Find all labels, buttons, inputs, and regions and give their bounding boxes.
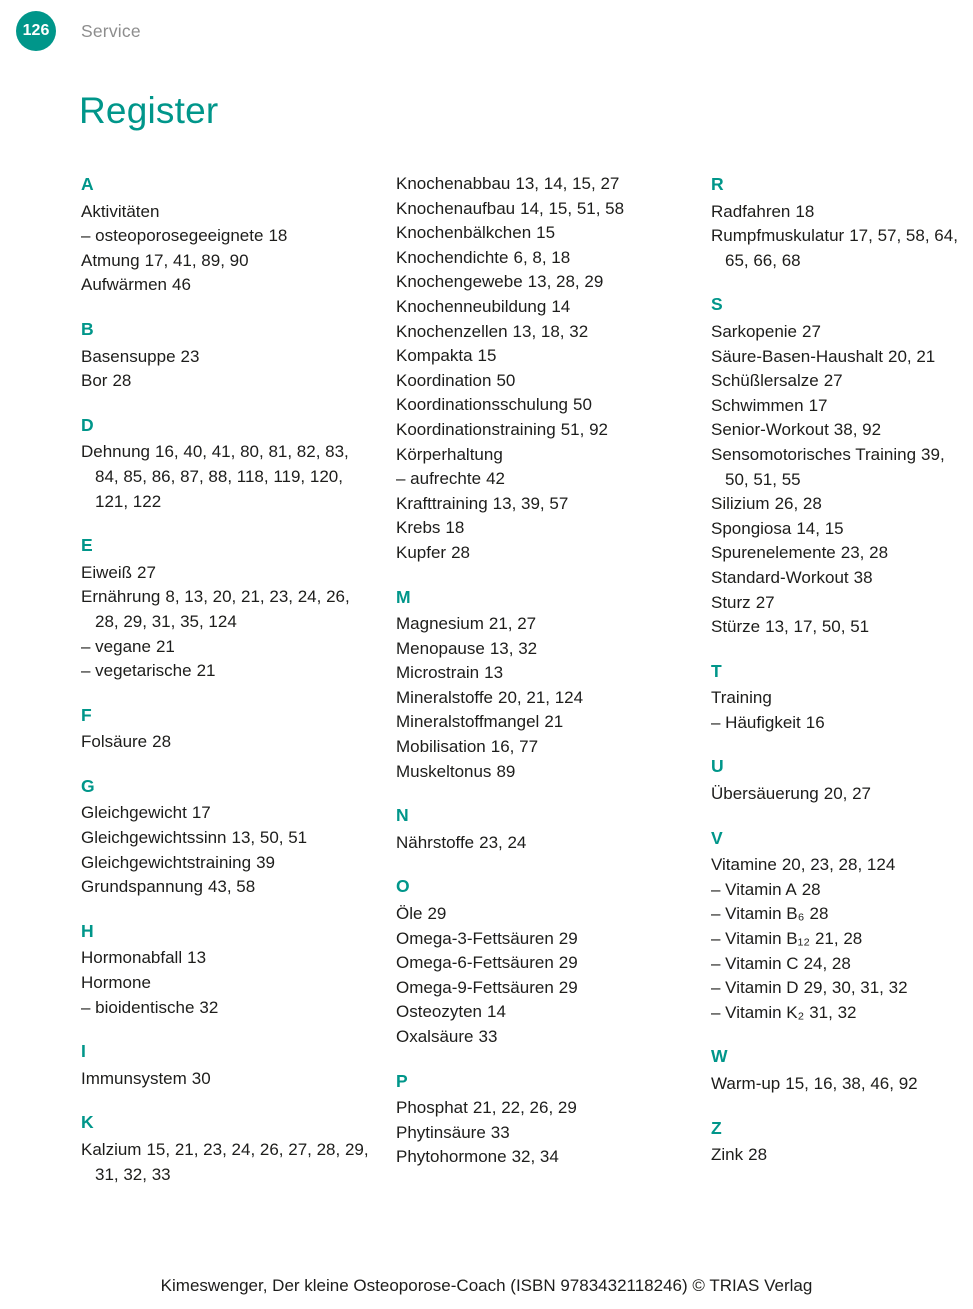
index-entry [81,826,377,851]
index-entry [81,851,377,876]
page-title: Register [79,90,219,131]
entry-term: Silizium [711,494,770,514]
entry-term: Phytinsäure [396,1122,486,1142]
entry-pages: 26, 28 [774,494,822,514]
entry-term: Gleichgewichtstraining [81,852,252,872]
entry-term: Immunsystem [81,1068,187,1088]
entry-term: Bor [81,371,108,391]
index-entry [396,637,692,662]
entry-pages: 28 [152,732,172,752]
letter-heading: M [396,586,411,607]
entry-term: – Vitamin B₆ [711,904,805,924]
index-block [396,1069,692,1170]
index-entry [396,172,692,197]
index-block [711,659,969,736]
entry-pages: 13, 39, 57 [492,493,569,513]
entry-pages: 50 [573,395,592,415]
entry-pages: 15 [477,346,497,366]
index-block [81,317,377,394]
letter-heading: E [81,535,93,556]
entry-pages: 6, 8, 18 [513,247,571,267]
entry-pages: 20, 21 [887,346,936,366]
entry-pages: 24, 28 [803,953,851,973]
index-entry [711,686,969,711]
entry-pages: 28 [112,371,132,391]
index-entry [711,782,969,807]
entry-term: Aktivitäten [81,201,160,221]
entry-term: Standard-Workout [711,567,849,587]
index-block [81,172,377,298]
entry-pages: 14, 15, 51, 58 [520,198,625,218]
index-entry [81,730,377,755]
entry-term: Magnesium [396,614,484,634]
index-entry [81,224,377,249]
entry-term: – Vitamin B₁₂ [711,929,810,949]
index-block [81,533,377,684]
letter-heading: O [396,876,410,897]
index-entry [711,541,969,566]
index-block [711,172,969,273]
index-entry [396,418,692,443]
entry-term: Übersäuerung [711,784,819,804]
index-column-2 [396,172,692,1189]
entry-term: Koordination [396,370,492,390]
imprint: Kimeswenger, Der kleine Osteoporose-Coach (ISBN 9783432118246) © TRIAS Verlag [160,1276,813,1295]
index-block [711,826,969,1026]
entry-term: Körperhaltung [396,444,503,464]
entry-term: Sarkopenie [711,321,798,341]
entry-term: Krafttraining [396,493,488,513]
letter-heading: Z [711,1117,722,1138]
entry-term: Folsäure [81,732,148,752]
entry-term: Sensomotorisches Training [711,444,917,464]
entry-term: Muskeltonus [396,761,492,781]
entry-term: Hormonabfall [81,948,183,968]
index-entry [711,853,969,878]
entry-pages: 32, 34 [511,1147,559,1167]
entry-pages: 43, 58 [207,877,256,897]
entry-pages: 23 [180,346,200,366]
entry-pages: 18 [268,226,288,246]
entry-pages: 28 [809,904,829,924]
index-entry [396,1025,692,1050]
entry-pages: 18 [795,201,815,221]
entry-term: Radfahren [711,201,791,221]
index-block [711,1116,969,1168]
index-block [396,874,692,1049]
index-entry [81,875,377,900]
entry-term: Knochenzellen [396,321,508,341]
entry-pages: 27 [755,592,775,612]
entry-term: Knochenbälkchen [396,223,532,243]
index-entry [396,1121,692,1146]
entry-pages: 27 [137,562,156,582]
entry-term: Mineralstoffmangel [396,712,540,732]
entry-term: Eiweiß [81,562,133,582]
entry-pages: 14 [551,296,571,316]
entry-term: Zink [711,1145,744,1165]
entry-pages: 16, 77 [490,737,539,757]
index-entry [396,320,692,345]
entry-pages: 13 [484,663,504,683]
entry-term: – vegane [81,636,151,656]
index-entry [396,976,692,1001]
index-entry [396,760,692,785]
index-entry [396,735,692,760]
index-entry [81,635,377,660]
index-entry [396,710,692,735]
entry-term: Ernährung [81,587,161,607]
entry-term: Knochendichte [396,247,509,267]
index-entry [711,345,969,370]
entry-pages: 27 [802,321,821,341]
entry-term: Koordinationstraining [396,419,556,439]
index-entry [396,902,692,927]
entry-term: Spongiosa [711,518,792,538]
entry-pages: 15, 16, 38, 46, 92 [785,1074,918,1093]
entry-pages: 21, 27 [488,614,537,634]
entry-pages: 16, 40, 41, 80, 81, 82, 83, 84, 85, 86, 87, 88, 118, 119, 120, 121, 122 [95,442,349,511]
entry-pages: 50 [496,370,516,390]
entry-term: Säure-Basen-Haushalt [711,346,883,366]
entry-term: – Vitamin D [711,978,799,998]
entry-pages: 13, 28, 29 [527,272,604,292]
page-number-badge [16,11,56,51]
index-entry [711,369,969,394]
entry-pages: 42 [486,469,505,489]
index-entry [711,320,969,345]
entry-term: Dehnung [81,442,151,462]
index-entry [396,369,692,394]
index-block [396,803,692,855]
entry-term: Gleichgewicht [81,803,187,823]
entry-pages: 27 [823,371,843,391]
letter-heading: T [711,660,722,681]
entry-pages: 38 [853,567,873,587]
entry-term: – Vitamin K₂ [711,1002,805,1022]
entry-pages: 39 [256,852,276,872]
entry-pages: 29 [427,904,447,924]
entry-pages: 14 [487,1002,506,1022]
index-entry [711,1143,969,1168]
entry-term: Atmung [81,250,140,270]
index-block [81,774,377,900]
index-entry [396,541,692,566]
entry-pages: 51, 92 [560,419,608,439]
index-entry [396,492,692,517]
entry-pages: 29 [558,928,578,948]
entry-pages: 33 [490,1122,510,1142]
index-entry [396,246,692,271]
index-block [81,1039,377,1091]
index-entry [711,566,969,591]
index-block [711,1044,969,1096]
index-entry [396,661,692,686]
entry-pages: 89 [496,761,516,781]
index-entry [711,517,969,542]
entry-term: Kalzium [81,1140,142,1159]
letter-heading: G [81,775,95,796]
letter-heading: F [81,704,92,725]
entry-term: Sturz [711,592,751,612]
letter-heading: W [711,1046,728,1067]
entry-pages: 20, 21, 124 [498,687,584,707]
index-entry [81,369,377,394]
index-entry [81,585,377,634]
index-entry [81,801,377,826]
entry-pages: 14, 15 [796,518,844,538]
entry-term: – bioidentische [81,997,195,1017]
entry-pages: 13 [187,948,207,968]
entry-term: Oxalsäure [396,1027,474,1046]
entry-pages: 39, 50, 51, 55 [725,444,945,489]
index-entry [396,1145,692,1170]
index-entry [81,1067,377,1092]
index-entry [81,345,377,370]
index-entry [396,831,692,856]
entry-term: Phosphat [396,1098,468,1118]
entry-pages: 13, 32 [489,638,538,658]
index-entry [81,273,377,298]
entry-pages: 29 [558,953,578,973]
letter-heading: I [81,1041,86,1062]
entry-pages: 13, 14, 15, 27 [515,174,620,193]
entry-pages: 21, 28 [814,929,863,949]
index-entry [396,221,692,246]
index-columns [81,172,969,1206]
entry-pages: 29, 30, 31, 32 [803,978,908,998]
entry-term: Gleichgewichtssinn [81,828,227,848]
letter-heading: N [396,805,409,826]
index-entry [81,946,377,971]
index-entry [396,344,692,369]
index-entry [81,440,377,514]
index-entry [396,951,692,976]
entry-term: Omega-6-Fettsäuren [396,953,554,973]
entry-term: – aufrechte [396,469,482,489]
index-block [711,754,969,806]
letter-heading: S [711,294,723,315]
index-entry [711,615,969,640]
index-block [396,172,692,566]
entry-pages: 21 [544,712,564,732]
letter-heading: P [396,1070,408,1091]
section-label: Service [81,21,141,41]
index-block [81,919,377,1020]
entry-pages: 33 [478,1027,498,1046]
index-entry [711,711,969,736]
index-entry [396,270,692,295]
entry-pages: 16 [805,712,825,732]
index-entry [711,394,969,419]
entry-pages: 15 [536,223,556,243]
index-block [396,585,692,785]
entry-term: Rumpfmuskulatur [711,226,845,246]
entry-pages: 20, 27 [823,784,872,804]
index-entry [81,1138,377,1187]
entry-pages: 17 [191,803,211,823]
letter-heading: K [81,1112,94,1133]
entry-term: Schüßlersalze [711,371,819,391]
index-entry [711,1072,969,1097]
index-entry [396,927,692,952]
index-block [711,292,969,639]
letter-heading: D [81,414,94,435]
entry-pages: 30 [191,1068,211,1088]
entry-pages: 23, 24 [479,832,527,852]
entry-term: Knochengewebe [396,272,523,292]
entry-term: – vegetarische [81,661,192,681]
index-entry [396,516,692,541]
index-entry [396,443,692,468]
entry-term: Phytohormone [396,1147,507,1167]
index-entry [711,591,969,616]
entry-term: Knochenaufbau [396,198,516,218]
entry-term: – Häufigkeit [711,712,801,732]
entry-pages: 21 [155,636,175,656]
letter-heading: A [81,174,94,194]
index-entry [396,612,692,637]
index-entry [711,976,969,1001]
entry-term: Schwimmen [711,395,804,415]
entry-term: Osteozyten [396,1002,482,1022]
entry-term: Kupfer [396,542,447,562]
entry-pages: 28 [801,879,821,899]
entry-pages: 32 [199,997,219,1017]
index-column-3 [711,172,969,1187]
entry-term: Koordinationsschulung [396,395,569,415]
index-entry [711,443,969,492]
letter-heading: R [711,174,724,194]
entry-term: Spurenelemente [711,543,836,563]
entry-term: Senior-Workout [711,420,829,440]
entry-term: Training [711,688,772,708]
index-entry [711,418,969,443]
index-entry [396,295,692,320]
entry-term: Hormone [81,973,151,993]
index-entry [396,467,692,492]
entry-pages: 13, 17, 50, 51 [765,617,870,637]
index-entry [81,659,377,684]
letter-heading: H [81,920,94,941]
entry-pages: 38, 92 [833,420,882,440]
index-block [81,703,377,755]
entry-pages: 13, 18, 32 [512,321,589,341]
entry-pages: 21 [196,661,216,681]
entry-pages: 20, 23, 28, 124 [781,855,896,875]
entry-term: – osteoporosegeeignete [81,226,264,246]
entry-term: Omega-3-Fettsäuren [396,928,554,948]
entry-term: Öle [396,904,423,924]
entry-term: Omega-9-Fettsäuren [396,977,554,997]
entry-pages: 17 [808,395,828,415]
page-number: 126 [22,22,50,39]
entry-term: Knochenabbau [396,174,511,193]
entry-pages: 18 [445,518,465,538]
entry-pages: 28 [451,542,471,562]
index-entry [81,249,377,274]
index-entry [81,971,377,996]
index-entry [711,902,969,927]
index-entry [81,996,377,1021]
index-entry [711,878,969,903]
entry-term: Stürze [711,617,761,637]
entry-term: Knochenneubildung [396,296,547,316]
index-block [81,413,377,514]
entry-term: Basensuppe [81,346,176,366]
index-entry [711,224,969,273]
entry-term: Mineralstoffe [396,687,494,707]
index-entry [711,1001,969,1026]
entry-term: Aufwärmen [81,275,167,295]
index-block [81,1110,377,1187]
entry-pages: 8, 13, 20, 21, 23, 24, 26, 28, 29, 31, 35, 124 [95,587,350,631]
letter-heading: B [81,318,94,339]
entry-term: Grundspannung [81,877,203,897]
entry-term: Mobilisation [396,737,486,757]
entry-term: – Vitamin C [711,953,799,973]
entry-pages: 15, 21, 23, 24, 26, 27, 28, 29, 31, 32, 33 [95,1140,369,1184]
entry-term: – Vitamin A [711,879,797,899]
index-column-1 [81,172,377,1206]
letter-heading: U [711,756,724,777]
entry-pages: 17, 41, 89, 90 [144,250,249,270]
entry-pages: 46 [171,275,191,295]
index-entry [711,952,969,977]
index-entry [711,200,969,225]
entry-pages: 23, 28 [840,543,889,563]
index-entry [396,1096,692,1121]
entry-term: Microstrain [396,663,480,683]
entry-term: Nährstoffe [396,832,475,852]
entry-pages: 31, 32 [809,1002,857,1022]
entry-term: Warm-up [711,1074,781,1093]
entry-pages: 13, 50, 51 [231,828,308,848]
index-entry [396,197,692,222]
entry-term: Krebs [396,518,441,538]
index-entry [396,1000,692,1025]
letter-heading: V [711,827,723,848]
entry-term: Vitamine [711,855,777,875]
index-entry [711,927,969,952]
entry-term: Kompakta [396,346,473,366]
index-entry [711,492,969,517]
entry-pages: 21, 22, 26, 29 [472,1098,577,1118]
index-entry [81,200,377,225]
index-entry [396,686,692,711]
entry-pages: 28 [748,1145,768,1165]
entry-term: Menopause [396,638,485,658]
entry-pages: 29 [558,977,578,997]
entry-pages: 17, 57, 58, 64, 65, 66, 68 [725,226,958,270]
index-entry [81,561,377,586]
index-entry [396,393,692,418]
